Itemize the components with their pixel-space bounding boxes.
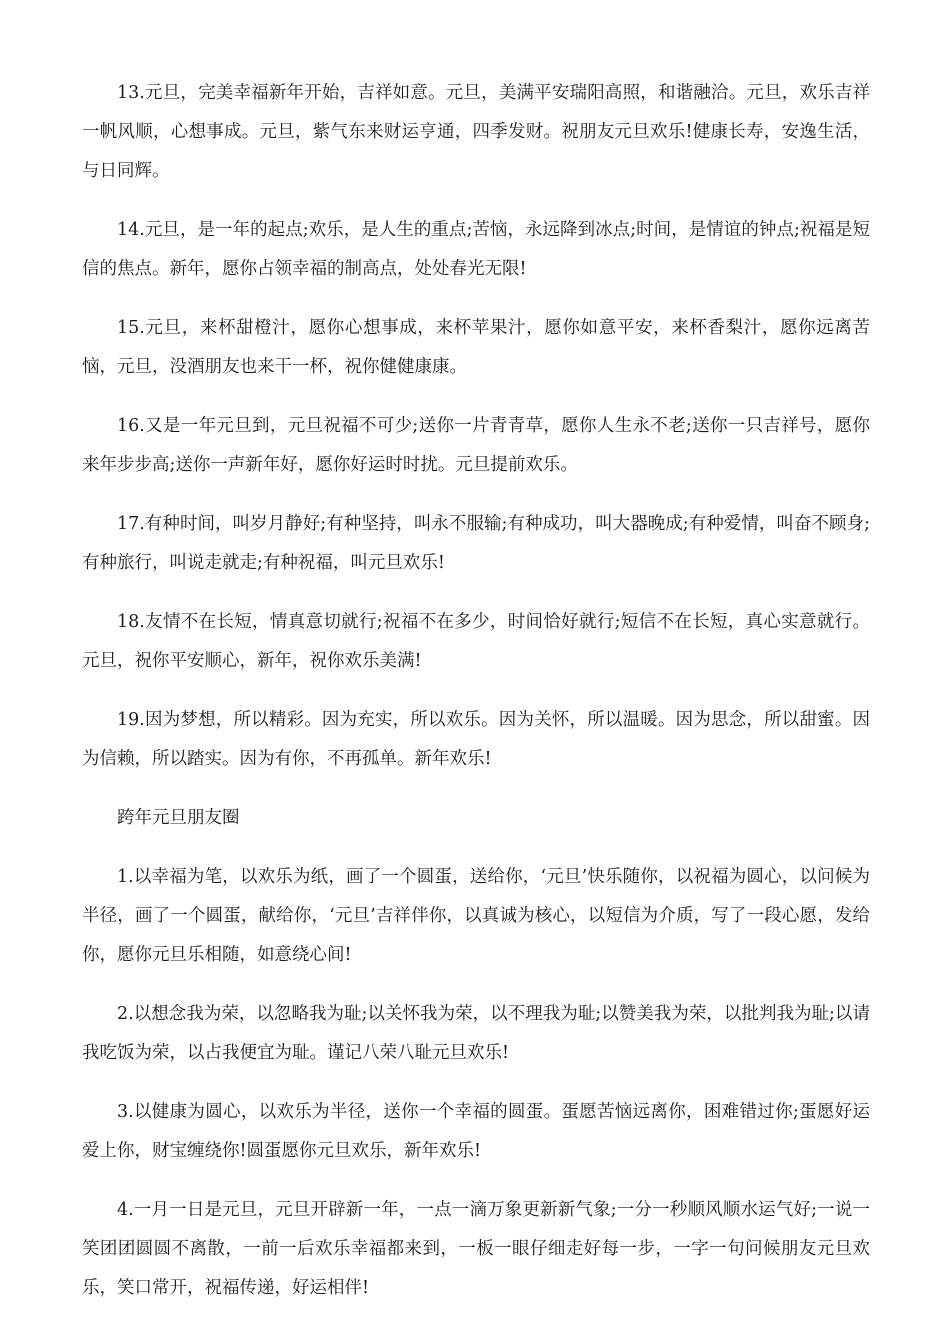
paragraph-14: 14.元旦，是一年的起点;欢乐，是人生的重点;苦恼，永远降到冰点;时间，是情谊的钟点;祝福是短信的焦点。新年，愿你占领幸福的制高点，处处春光无限! (82, 220, 870, 279)
paragraph-17: 17.有种时间，叫岁月静好;有种坚持，叫永不服输;有种成功，叫大器晚成;有种爱情，叫奋不顾身;有种旅行，叫说走就走;有种祝福，叫元旦欢乐! (82, 514, 870, 573)
paragraph-19: 19.因为梦想，所以精彩。因为充实，所以欢乐。因为关怀，所以温暖。因为思念，所以甜蜜。因为信赖，所以踏实。因为有你，不再孤单。新年欢乐! (82, 710, 870, 769)
section-paragraph-2: 2.以想念我为荣，以忽略我为耻;以关怀我为荣，以不理我为耻;以赞美我为荣，以批判我为耻;以请我吃饭为荣，以占我便宜为耻。谨记八荣八耻元旦欢乐! (82, 1004, 870, 1063)
paragraph-15: 15.元旦，来杯甜橙汁，愿你心想事成，来杯苹果汁，愿你如意平安，来杯香梨汁，愿你远离苦恼，元旦，没酒朋友也来干一杯，祝你健健康康。 (82, 318, 870, 377)
section-paragraph-3: 3.以健康为圆心，以欢乐为半径，送你一个幸福的圆蛋。蛋愿苦恼远离你，困难错过你;蛋愿好运爱上你，财宝缠绕你!圆蛋愿你元旦欢乐，新年欢乐! (82, 1102, 870, 1161)
section-paragraph-1: 1.以幸福为笔，以欢乐为纸，画了一个圆蛋，送给你，‘元旦’快乐随你，以祝福为圆心，以问候为半径，画了一个圆蛋，献给你，‘元旦’吉祥伴你，以真诚为核心，以短信为介质，写了一段心愿，发给你，愿你元旦乐相随，如意绕心间! (82, 867, 870, 965)
paragraph-16: 16.又是一年元旦到，元旦祝福不可少;送你一片青青草，愿你人生永不老;送你一只吉祥号，愿你来年步步高;送你一声新年好，愿你好运时时扰。元旦提前欢乐。 (82, 416, 870, 475)
paragraph-13: 13.元旦，完美幸福新年开始，吉祥如意。元旦，美满平安瑞阳高照，和谐融洽。元旦，欢乐吉祥一帆风顺，心想事成。元旦，紫气东来财运亨通，四季发财。祝朋友元旦欢乐!健康长寿，安逸生活，与日同辉。 (82, 83, 870, 181)
paragraph-18: 18.友情不在长短，情真意切就行;祝福不在多少，时间恰好就行;短信不在长短，真心实意就行。元旦，祝你平安顺心，新年，祝你欢乐美满! (82, 612, 870, 671)
section-paragraph-4: 4.一月一日是元旦，元旦开辟新一年，一点一滴万象更新新气象;一分一秒顺风顺水运气好;一说一笑团团圆圆不离散，一前一后欢乐幸福都来到，一板一眼仔细走好每一步，一字一句问候朋友元旦欢乐，笑口常开，祝福传递，好运相伴! (82, 1200, 870, 1298)
section-heading: 跨年元旦朋友圈 (117, 808, 240, 828)
document-page (82, 74, 870, 1328)
